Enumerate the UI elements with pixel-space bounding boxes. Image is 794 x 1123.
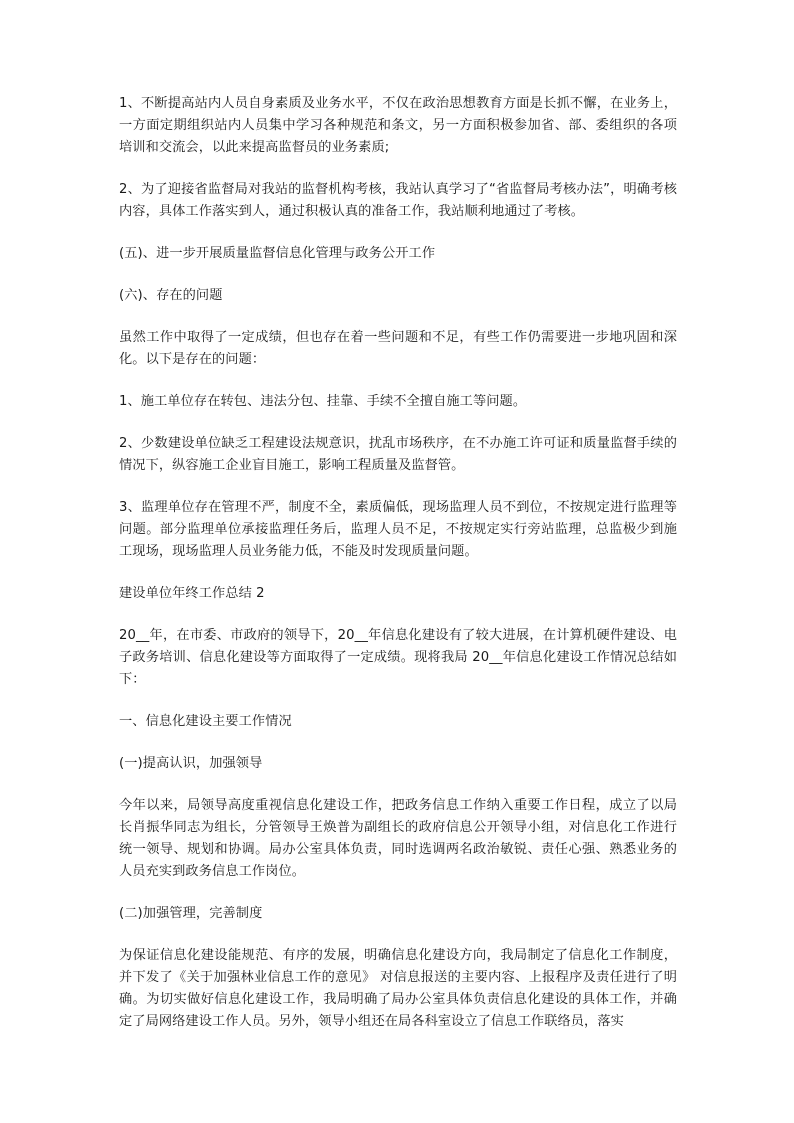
section-heading: (六)、存在的问题 bbox=[119, 288, 223, 303]
paragraph: 虽然工作中取得了一定成绩，但也存在着一些问题和不足，有些工作仍需要进一步地巩固和深化。以下是存在的问题： bbox=[119, 330, 677, 367]
document-subtitle: 建设单位年终工作总结 2 bbox=[119, 586, 265, 601]
section-heading: 一、信息化建设主要工作情况 bbox=[119, 714, 292, 729]
section-heading: (二)加强管理，完善制度 bbox=[119, 906, 263, 921]
paragraph: 1、不断提高站内人员自身素质及业务水平，不仅在政治思想教育方面是长抓不懈，在业务上，一方面定期组织站内人员集中学习各种规范和条文，另一方面积极参加省、部、委组织的各项培训和交流会，以此来提高监督员的业务素质; bbox=[119, 96, 677, 155]
paragraph: 为保证信息化建设能规范、有序的发展，明确信息化建设方向，我局制定了信息化工作制度，并下发了《关于加强林业信息工作的意见》 对信息报送的主要内容、上报程序及责任进行了明确。为切实做好信息化建设工作，我局明确了局办公室具体负责信息化建设的具体工作，并确定了局网络建设工作人员。另外，领导小组还在局各科室设立了信息工作联络员，落实 bbox=[119, 948, 677, 1029]
paragraph: 3、监理单位存在管理不严，制度不全，素质偏低，现场监理人员不到位，不按规定进行监理等问题。部分监理单位承接监理任务后，监理人员不足，不按规定实行旁站监理，总监极少到施工现场，现场监理人员业务能力低，不能及时发现质量问题。 bbox=[119, 500, 677, 559]
section-heading: (一)提高认识，加强领导 bbox=[119, 756, 263, 771]
paragraph: 今年以来，局领导高度重视信息化建设工作，把政务信息工作纳入重要工作日程，成立了以局长肖振华同志为组长，分管领导王焕普为副组长的政府信息公开领导小组，对信息化工作进行统一领导、规划和协调。局办公室具体负责，同时选调两名政治敏锐、责任心强、熟悉业务的人员充实到政务信息工作岗位。 bbox=[119, 798, 677, 879]
paragraph: 2、为了迎接省监督局对我站的监督机构考核，我站认真学习了“省监督局考核办法”，明确考核内容，具体工作落实到人，通过积极认真的准备工作，我站顺利地通过了考核。 bbox=[119, 182, 677, 219]
document-body bbox=[119, 93, 677, 1033]
paragraph: 20__年，在市委、市政府的领导下，20__年信息化建设有了较大进展，在计算机硬件建设、电子政务培训、信息化建设等方面取得了一定成绩。现将我局 20__年信息化建设工作情况总结如下： bbox=[119, 628, 677, 687]
paragraph: 2、少数建设单位缺乏工程建设法规意识，扰乱市场秩序，在不办施工许可证和质量监督手续的情况下，纵容施工企业盲目施工，影响工程质量及监督管。 bbox=[119, 436, 677, 473]
paragraph: 1、施工单位存在转包、违法分包、挂靠、手续不全擅自施工等问题。 bbox=[119, 394, 527, 409]
section-heading: (五)、进一步开展质量监督信息化管理与政务公开工作 bbox=[119, 246, 436, 261]
